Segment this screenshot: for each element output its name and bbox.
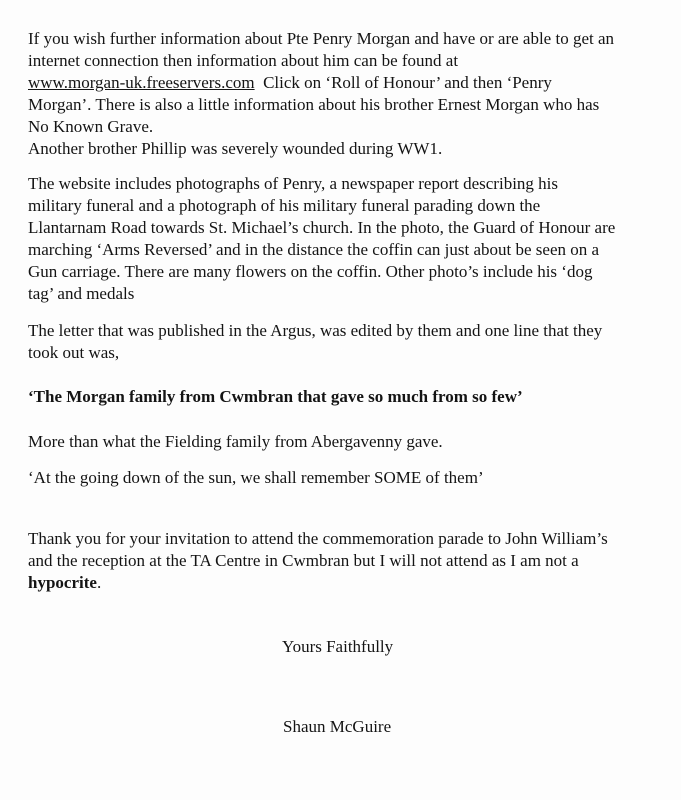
text-line: Morgan’. There is also a little information about his brother Ernest Morgan who has (28, 95, 600, 114)
text-line: Another brother Phillip was severely wounded during WW1. (28, 139, 443, 158)
signature-name: Shaun McGuire (283, 717, 392, 736)
text-line: The letter that was published in the Argus, was edited by them and one line that they (28, 321, 603, 340)
text-line: tag’ and medals (28, 284, 135, 303)
bold-word: hypocrite (28, 573, 97, 592)
text-line: If you wish further information about Pte Penry Morgan and have or are able to get an (28, 29, 615, 48)
text-line: The website includes photographs of Penry, a newspaper report describing his (28, 174, 559, 193)
text-line: took out was, (28, 343, 120, 362)
text-line-with-link (28, 72, 668, 94)
text-line: Thank you for your invitation to attend the commemoration parade to John William’s (28, 529, 608, 548)
bold-quote: ‘The Morgan family from Cwmbran that gave so much from so few’ (28, 387, 523, 406)
paragraph-fielding-family: More than what the Fielding family from Abergavenny gave. (28, 432, 443, 451)
paragraph-invitation-reply (28, 528, 668, 594)
paragraph-website-contents (28, 173, 668, 305)
paragraph-remember-quote: ‘At the going down of the sun, we shall remember SOME of them’ (28, 468, 484, 487)
website-link[interactable]: www.morgan-uk.freeservers.com (28, 73, 255, 92)
text-line: military funeral and a photograph of his military funeral parading down the (28, 196, 541, 215)
text-line: and the reception at the TA Centre in Cwmbran but I will not attend as I am not a (28, 551, 579, 570)
closing-salutation: Yours Faithfully (282, 637, 394, 656)
text-line: marching ‘Arms Reversed’ and in the distance the coffin can just about be seen on a (28, 240, 600, 259)
text-fragment: Click on ‘Roll of Honour’ and then ‘Penry (254, 73, 552, 92)
text-line: internet connection then information about him can be found at (28, 51, 459, 70)
text-line: Llantarnam Road towards St. Michael’s church. In the photo, the Guard of Honour are (28, 218, 616, 237)
text-line: No Known Grave. (28, 117, 154, 136)
text-fragment: . (96, 573, 102, 592)
text-line: Gun carriage. There are many flowers on the coffin. Other photo’s include his ‘dog (28, 262, 593, 281)
paragraph-further-information (28, 28, 668, 160)
paragraph-argus-letter (28, 320, 668, 364)
text-line-final (28, 572, 668, 594)
